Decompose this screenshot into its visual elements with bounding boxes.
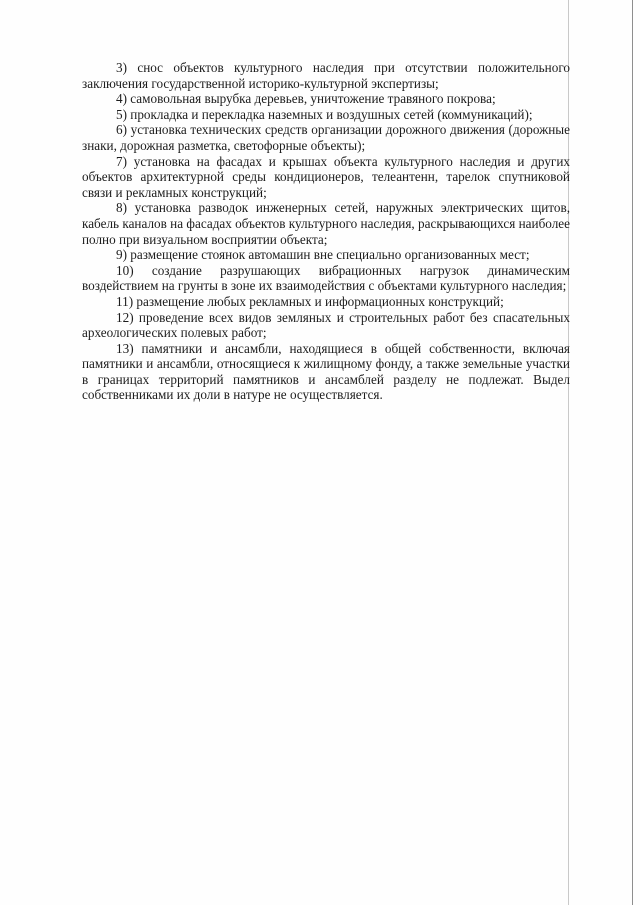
list-item-9: 9) размещение стоянок автомашин вне специально организованных мест; bbox=[116, 247, 530, 263]
list-item-6: 6) установка технических средств организации дорожного движения (дорожные знаки, дорожная разметка, светофорные объекты); bbox=[82, 122, 570, 153]
list-item-10: 10) создание разрушающих вибрационных нагрузок динамическим воздействием на грунты в зоне их взаимодействия с объектами культурного наследия; bbox=[82, 262, 570, 294]
scan-edge-line bbox=[632, 0, 633, 905]
list-item-8: 8) установка разводок инженерных сетей, наружных электрических щитов, кабель каналов на фасадах объектов культурного наследия, раскрывающихся наиболее полно при визуальном восприятии объекта; bbox=[82, 200, 570, 247]
list-item-4: 4) самовольная вырубка деревьев, уничтожение травяного покрова; bbox=[116, 91, 496, 107]
list-item-11: 11) размещение любых рекламных и информационных конструкций; bbox=[116, 293, 504, 309]
list-item-5: 5) прокладка и перекладка наземных и воздушных сетей (коммуникаций); bbox=[116, 106, 533, 122]
list-item-12: 12) проведение всех видов земляных и строительных работ без спасательных археологических полевых работ; bbox=[82, 309, 570, 341]
list-item-7: 7) установка на фасадах и крышах объекта культурного наследия и других объектов архитектурной среды кондиционеров, телеантенн, тарелок спутниковой связи и рекламных конструкций; bbox=[82, 153, 570, 200]
list-item-13: 13) памятники и ансамбли, находящиеся в общей собственности, включая памятники и ансамбли, относящиеся к жилищному фонду, а также земельные участки в границах территорий памятников и ансамблей разделу не подлежат. Выдел собственниками их доли в натуре не осуществляется. bbox=[82, 340, 570, 403]
list-item-3: 3) снос объектов культурного наследия при отсутствии положительного заключения государственной историко-культурной экспертизы; bbox=[82, 60, 570, 91]
document-body bbox=[82, 60, 570, 403]
